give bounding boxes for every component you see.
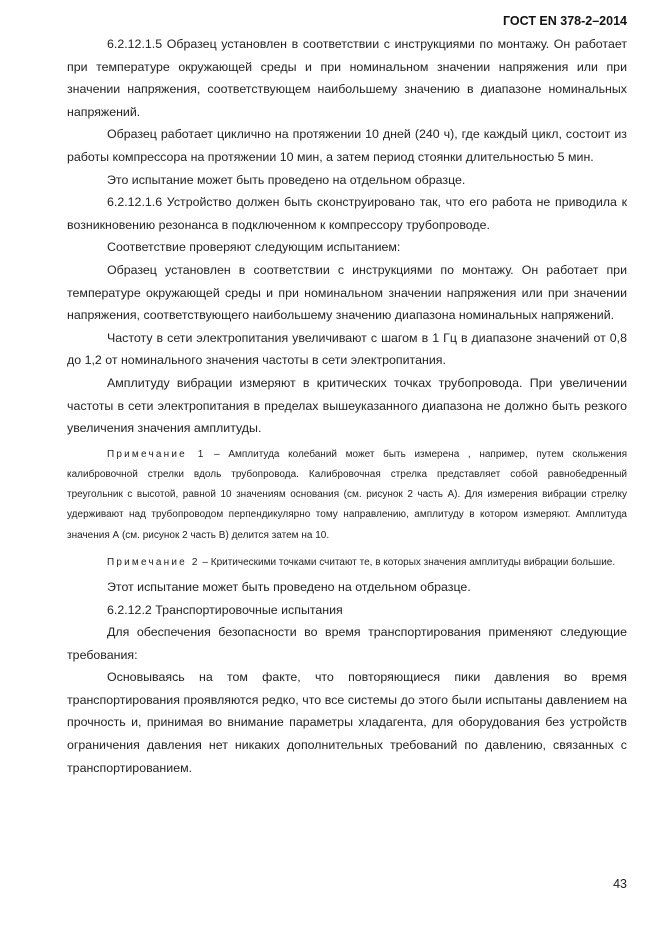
paragraph: Амплитуду вибрации измеряют в критических точках трубопровода. При увеличении частоты в сети электропитания в пределах вышеуказанного диапазона не должно быть резкого увеличения значения амплитуды.: [67, 375, 627, 436]
note-label: Примечание 1: [107, 448, 206, 460]
page-number: 43: [613, 877, 627, 891]
paragraph: Соответствие проверяют следующим испытанием:: [107, 240, 401, 255]
paragraph: Частоту в сети электропитания увеличивают с шагом в 1 Гц в диапазоне значений от 0,8 до 1,2 от номинального значения частоты в сети электропитания.: [67, 330, 627, 368]
section-heading: 6.2.12.2 Транспортировочные испытания: [107, 602, 343, 617]
note-2: [67, 553, 627, 573]
paragraph: Образец работает циклично на протяжении 10 дней (240 ч), где каждый цикл, состоит из работы компрессора на протяжении 10 мин, а затем период стоянки длительностью 5 мин.: [67, 127, 627, 164]
paragraph: 6.2.12.1.5 Образец установлен в соответствии с инструкциями по монтажу. Он работает при температуре окружающей среды и при номинальном значении напряжения или при значении напряжения, соответствующем наибольшему значению в диапазоне номинальных напряжений.: [67, 37, 627, 119]
paragraph: Для обеспечения безопасности во время транспортирования применяют следующие требования:: [67, 625, 627, 662]
paragraph: Это испытание может быть проведено на отдельном образце.: [107, 172, 466, 187]
note-text: – Амплитуда колебаний может быть измерена , например, путем скольжения калибровочной стрелки вдоль трубопровода. Калибровочная стрелка представляет собой равнобедренный треугольник с высотой, равной 10 значениям основания (см. рисунок 2 часть А). Для измерения вибрации стрелку удерживают над трубопроводом перпендикулярно тому направлению, амплитуду в котором измеряют. Амплитуда значения А (см. рисунок 2 часть В) делится затем на 10.: [67, 448, 627, 541]
document-header: ГОСТ EN 378-2–2014: [502, 14, 627, 28]
note-label: Примечание 2: [107, 556, 200, 568]
document-body: [67, 33, 627, 779]
paragraph: Основываясь на том факте, что повторяющиеся пики давления во время транспортирования проявляются редко, что все системы до этого были испытаны давлением на прочность и, принимая во внимание параметры хладагента, для оборудования без устройств ограничения давления нет никаких дополнительных требований по давлению, связанных с транспортированием.: [67, 670, 627, 775]
paragraph: Образец установлен в соответствии с инструкциями по монтажу. Он работает при температуре окружающей среды и при номинальном значении напряжения или при значении напряжения, соответствующего наибольшему значению диапазона номинальных напряжений.: [67, 262, 627, 323]
paragraph: Этот испытание может быть проведено на отдельном образце.: [107, 579, 471, 594]
note-text: – Критическими точками считают те, в которых значения амплитуды вибрации большие.: [202, 556, 616, 568]
note-1: [67, 445, 627, 546]
paragraph: 6.2.12.1.6 Устройство должен быть сконструировано так, что его работа не приводила к возникновению резонанса в подключенном к компрессору трубопроводе.: [67, 195, 627, 232]
